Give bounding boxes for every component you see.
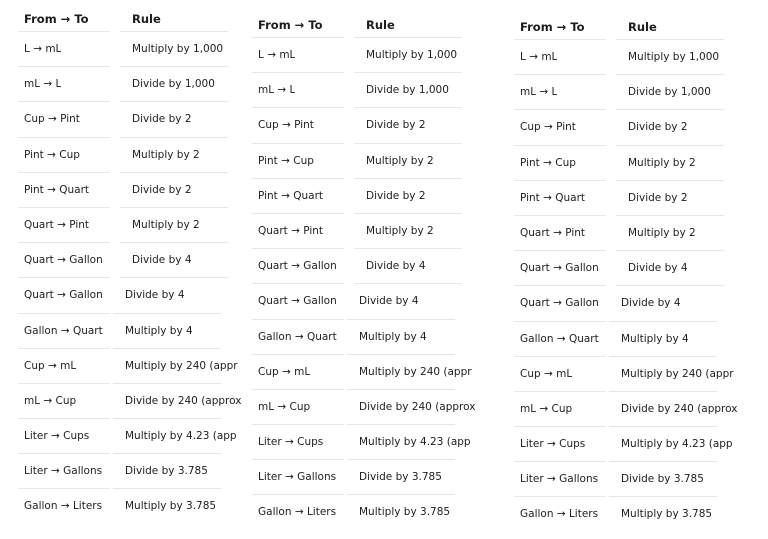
table-row xyxy=(514,286,744,321)
table-row xyxy=(514,322,744,357)
table-row xyxy=(18,67,248,102)
conversion-rule: Divide by 3.785 xyxy=(125,466,208,477)
conversion-rule: Divide by 2 xyxy=(628,192,688,204)
conversion-rule: Divide by 4 xyxy=(366,261,426,272)
table-row xyxy=(514,216,744,251)
table-row xyxy=(514,75,744,110)
conversion-pair: mL → L xyxy=(24,79,62,90)
conversion-pair: Liter → Gallons xyxy=(520,474,599,485)
table-row xyxy=(18,384,248,419)
conversion-pair: Cup → Pint xyxy=(24,114,80,125)
conversion-rule: Divide by 3.785 xyxy=(359,472,442,483)
conversion-rule: Divide by 1,000 xyxy=(132,79,215,90)
conversion-rule: Multiply by 240 (appr xyxy=(125,360,238,372)
conversion-rule: Multiply by 3.785 xyxy=(359,507,451,518)
conversion-rule: Divide by 4 xyxy=(132,255,192,266)
conversion-pair: mL → Cup xyxy=(520,403,573,415)
table-row xyxy=(18,489,248,524)
from-to-header: From → To xyxy=(258,20,323,32)
conversion-pair: L → mL xyxy=(258,50,296,61)
table-row xyxy=(514,357,744,392)
table-header xyxy=(18,8,248,32)
from-to-header: From → To xyxy=(520,22,585,34)
conversion-pair: Liter → Gallons xyxy=(24,466,103,477)
conversion-pair: Gallon → Quart xyxy=(24,325,103,336)
table-row xyxy=(252,284,482,319)
conversion-pair: Quart → Gallon xyxy=(258,261,337,272)
conversion-pair: Pint → Cup xyxy=(24,149,80,161)
table-row xyxy=(514,110,744,145)
conversion-rule: Multiply by 4 xyxy=(621,333,689,344)
conversion-rule: Divide by 2 xyxy=(628,122,688,133)
table-row xyxy=(514,392,744,427)
table-row xyxy=(18,102,248,137)
conversion-rule: Multiply by 4.23 (app xyxy=(125,431,237,442)
conversion-pair: Gallon → Quart xyxy=(258,331,337,342)
conversion-pair: mL → L xyxy=(520,87,558,98)
table-row xyxy=(18,138,248,173)
conversion-rule: Multiply by 3.785 xyxy=(125,501,217,512)
conversion-pair: Quart → Gallon xyxy=(520,298,599,309)
conversion-rule: Multiply by 4 xyxy=(359,331,427,342)
table-row xyxy=(514,251,744,286)
conversion-rule: Divide by 2 xyxy=(366,120,426,131)
conversion-rule: Multiply by 2 xyxy=(628,157,696,169)
conversion-pair: Cup → mL xyxy=(520,368,573,380)
conversion-pair: Gallon → Liters xyxy=(258,507,337,518)
table-row xyxy=(18,208,248,243)
conversion-pair: Quart → Gallon xyxy=(24,255,103,266)
table-row xyxy=(514,462,744,497)
conversion-rule: Divide by 4 xyxy=(621,298,681,309)
conversion-pair: Pint → Cup xyxy=(258,155,314,167)
table-row xyxy=(18,349,248,384)
table-row xyxy=(18,243,248,278)
conversion-pair: Quart → Gallon xyxy=(520,263,599,274)
table-row xyxy=(252,355,482,390)
rule-header: Rule xyxy=(132,14,161,26)
conversion-rule: Multiply by 2 xyxy=(628,227,696,239)
table-header xyxy=(252,14,482,38)
table-row xyxy=(18,314,248,349)
conversion-rule: Divide by 2 xyxy=(132,184,192,196)
table-row xyxy=(252,320,482,355)
conversion-pair: Cup → Pint xyxy=(520,122,576,133)
conversion-pair: Liter → Gallons xyxy=(258,472,337,483)
conversion-pair: L → mL xyxy=(24,44,62,55)
conversion-pair: Quart → Gallon xyxy=(258,296,337,307)
conversion-rule: Multiply by 1,000 xyxy=(132,44,224,55)
table-row xyxy=(252,214,482,249)
conversion-rule: Multiply by 1,000 xyxy=(628,52,720,63)
table-row xyxy=(252,108,482,143)
conversion-rule: Multiply by 4.23 (app xyxy=(621,439,733,450)
conversion-pair: mL → L xyxy=(258,85,296,96)
table-row xyxy=(514,427,744,462)
conversion-rule: Divide by 240 (approx xyxy=(125,395,242,407)
conversion-rule: Divide by 2 xyxy=(132,114,192,125)
table-row xyxy=(514,181,744,216)
table-row xyxy=(252,179,482,214)
conversion-rule: Multiply by 1,000 xyxy=(366,50,458,61)
conversion-rule: Multiply by 240 (appr xyxy=(359,366,472,378)
table-row xyxy=(252,249,482,284)
rule-header: Rule xyxy=(628,22,657,34)
rule-header: Rule xyxy=(366,20,395,32)
conversion-rule: Multiply by 2 xyxy=(132,149,200,161)
conversion-rule: Multiply by 2 xyxy=(366,155,434,167)
table-row xyxy=(18,173,248,208)
table-row xyxy=(18,419,248,454)
conversion-pair: Gallon → Liters xyxy=(24,501,103,512)
from-to-header: From → To xyxy=(24,14,89,26)
conversion-rule: Multiply by 2 xyxy=(366,225,434,237)
conversion-table-1 xyxy=(18,8,248,531)
conversion-table-3 xyxy=(514,16,744,539)
conversion-rule: Divide by 4 xyxy=(125,290,185,301)
table-row xyxy=(514,40,744,75)
table-row xyxy=(252,144,482,179)
conversion-rule: Multiply by 3.785 xyxy=(621,509,713,520)
conversion-rule: Multiply by 2 xyxy=(132,219,200,231)
table-row xyxy=(252,390,482,425)
conversion-rule: Multiply by 4 xyxy=(125,325,193,336)
conversion-pair: Liter → Cups xyxy=(520,439,586,450)
conversion-rule: Multiply by 240 (appr xyxy=(621,368,734,380)
table-row xyxy=(18,454,248,489)
conversion-pair: Cup → mL xyxy=(258,366,311,378)
conversion-rule: Divide by 4 xyxy=(359,296,419,307)
conversion-rule: Divide by 4 xyxy=(628,263,688,274)
conversion-pair: Cup → mL xyxy=(24,360,77,372)
table-row xyxy=(514,146,744,181)
conversion-pair: Gallon → Quart xyxy=(520,333,599,344)
conversion-pair: Gallon → Liters xyxy=(520,509,599,520)
conversion-pair: Cup → Pint xyxy=(258,120,314,131)
conversion-rule: Divide by 240 (approx xyxy=(621,403,738,415)
conversion-pair: Quart → Gallon xyxy=(24,290,103,301)
table-row xyxy=(252,73,482,108)
table-row xyxy=(252,460,482,495)
conversion-pair: Quart → Pint xyxy=(520,227,586,239)
conversion-rule: Multiply by 4.23 (app xyxy=(359,437,471,448)
table-row xyxy=(252,495,482,530)
conversion-pair: Pint → Quart xyxy=(520,192,586,204)
conversion-pair: mL → Cup xyxy=(24,395,77,407)
conversion-rule: Divide by 2 xyxy=(366,190,426,202)
conversion-rule: Divide by 1,000 xyxy=(628,87,711,98)
conversion-pair: L → mL xyxy=(520,52,558,63)
table-row xyxy=(18,32,248,67)
table-row xyxy=(252,38,482,73)
table-header xyxy=(514,16,744,40)
table-row xyxy=(18,278,248,313)
conversion-pair: Liter → Cups xyxy=(24,431,90,442)
conversion-pair: Quart → Pint xyxy=(258,225,324,237)
table-row xyxy=(252,425,482,460)
conversion-pair: mL → Cup xyxy=(258,401,311,413)
conversion-pair: Pint → Cup xyxy=(520,157,576,169)
conversion-rule: Divide by 1,000 xyxy=(366,85,449,96)
conversion-pair: Pint → Quart xyxy=(258,190,324,202)
table-row xyxy=(514,497,744,532)
conversion-rule: Divide by 240 (approx xyxy=(359,401,476,413)
conversion-table-2 xyxy=(252,14,482,537)
conversion-pair: Pint → Quart xyxy=(24,184,90,196)
conversion-rule: Divide by 3.785 xyxy=(621,474,704,485)
conversion-pair: Quart → Pint xyxy=(24,219,90,231)
conversion-pair: Liter → Cups xyxy=(258,437,324,448)
